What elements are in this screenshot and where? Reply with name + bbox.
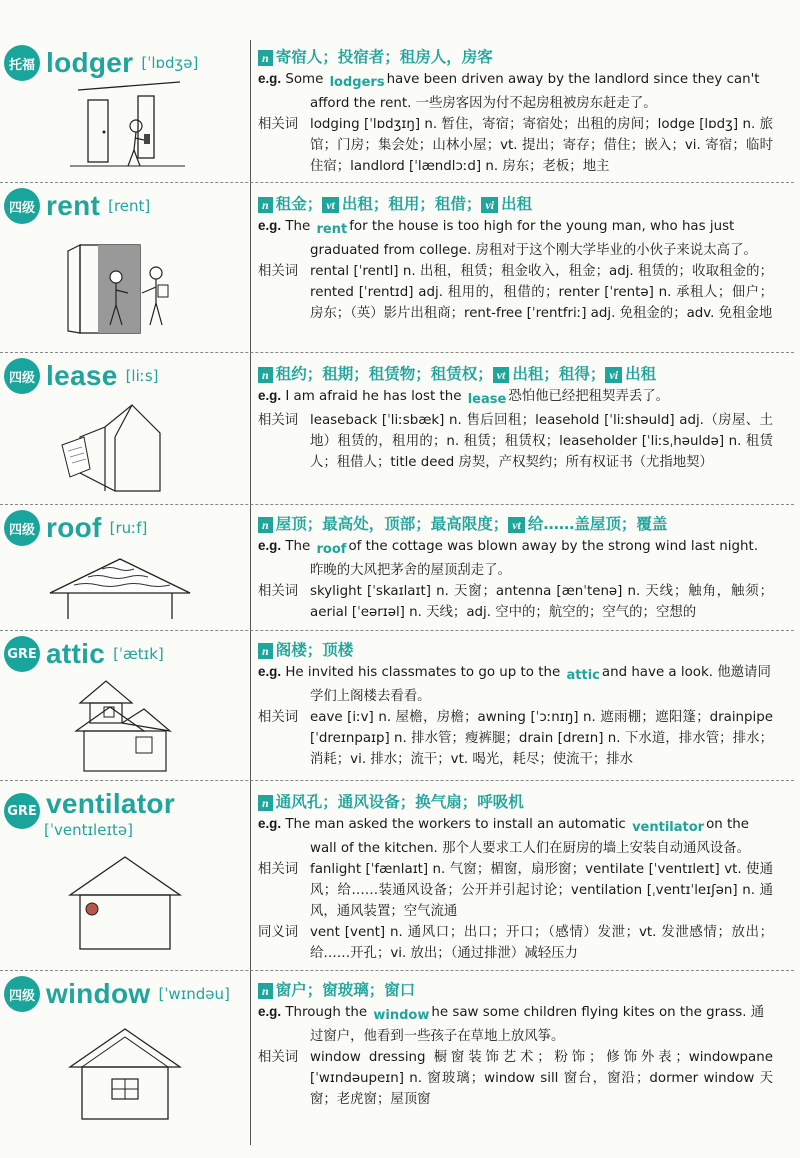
- example-before: Through the: [285, 1005, 368, 1020]
- related-words: [258, 114, 773, 177]
- ventilator-illustration: [60, 853, 190, 953]
- entry-head: [4, 191, 150, 221]
- part-of-speech-tag: vi: [481, 197, 498, 213]
- example-before: I am afraid he has lost the: [285, 389, 462, 404]
- part-of-speech-tag: n: [258, 367, 273, 383]
- example-sentence: [258, 813, 773, 859]
- part-of-speech-tag: vt: [322, 197, 339, 213]
- entry-body: [258, 979, 773, 1110]
- pronunciation: [ruːf]: [109, 519, 148, 537]
- window-illustration: [60, 1025, 190, 1125]
- roof-illustration: [40, 553, 200, 623]
- headword: roof: [46, 512, 102, 543]
- part-of-speech-tag: n: [258, 643, 273, 659]
- example-prefix: e.g.: [258, 664, 282, 679]
- example-before: He invited his classmates to go up to the: [285, 665, 561, 680]
- pronunciation: [ˈventɪleɪtə]: [44, 821, 133, 839]
- entry-head: [4, 48, 198, 78]
- example-after: have been driven away by the landlord since they can't afford the rent. 一些房客因为付不起房租被房东赶走了。: [310, 72, 760, 111]
- entry-head: [4, 361, 159, 391]
- example-after: 恐怕他已经把租契弄丢了。: [508, 389, 670, 404]
- example-keyword: lease: [467, 392, 507, 407]
- headword: window: [46, 978, 151, 1009]
- meaning: n 租约；租期；租赁物；租赁权； vt 出租；租得； vi 出租: [258, 363, 773, 385]
- related-text: rental [ˈrentl] n. 出租，租赁；租金收入，租金；adj. 租赁的；收取租金的；rented [ˈrentɪd] adj. 租用的，租借的；renter [ˈrentə] n. 承租人；佃户；房东；（英）影片出租商；rent-free [ˈrentfriː] adj. 免租金的；adv. 免租金地: [310, 264, 773, 321]
- entry-attic: [0, 631, 800, 781]
- level-badge: 四级: [4, 976, 40, 1012]
- part-of-speech-tag: n: [258, 795, 273, 811]
- meaning: n 屋顶；最高处，顶部；最高限度； vt 给……盖屋顶；覆盖: [258, 513, 773, 535]
- level-badge: GRE: [4, 793, 40, 829]
- related-words: [258, 859, 773, 922]
- related-text: leaseback [ˈliːsbæk] n. 售后回租；leasehold [ˈliːshəuld] adj.（房屋、土地）租赁的，租用的；n. 租赁；租赁权；leaseholder [ˈliːsˌhəuldə] n. 租赁人；租借人；title deed 房契，产权契约；所有权证书（尤指地契）: [310, 413, 773, 470]
- level-badge: GRE: [4, 636, 40, 672]
- entry-body: [258, 46, 773, 177]
- meaning: n 通风孔；通风设备；换气扇；呼吸机: [258, 791, 773, 813]
- example-after: on the wall of the kitchen. 那个人要求工人们在厨房的墙上安装自动通风设备。: [310, 817, 751, 856]
- entry-lodger: [0, 40, 800, 183]
- entry-head: [4, 979, 230, 1009]
- example-keyword: attic: [566, 668, 600, 683]
- example-before: The: [285, 539, 311, 554]
- example-keyword: window: [373, 1008, 430, 1023]
- part-of-speech-tag: n: [258, 50, 273, 66]
- level-badge: 四级: [4, 358, 40, 394]
- entry-ventilator: [0, 781, 800, 971]
- example-before: Some: [285, 72, 324, 87]
- headword: lease: [46, 360, 118, 391]
- related-label: 相关词: [258, 117, 299, 132]
- entry-lease: [0, 353, 800, 505]
- related-text: skylight [ˈskaɪlaɪt] n. 天窗；antenna [ænˈtenə] n. 天线；触角，触须；aerial [ˈeərɪəl] n. 天线；adj. 空中的；航空的；空气的；空想的: [310, 584, 773, 620]
- headword: ventilator: [46, 788, 176, 819]
- related-words: [258, 261, 773, 324]
- example-before: The man asked the workers to install an automatic: [285, 817, 626, 832]
- entry-body: [258, 639, 773, 770]
- headword: attic: [46, 638, 106, 669]
- related-words: [258, 707, 773, 770]
- example-after: of the cottage was blown away by the strong wind last night. 昨晚的大风把茅舍的屋顶刮走了。: [310, 539, 758, 578]
- meaning: n 寄宿人；投宿者；租房人，房客: [258, 46, 773, 68]
- part-of-speech-tag: vt: [493, 367, 510, 383]
- entry-body: [258, 363, 773, 473]
- example-prefix: e.g.: [258, 538, 282, 553]
- related-label: 相关词: [258, 264, 299, 279]
- example-keyword: ventilator: [632, 820, 705, 835]
- related-label: 相关词: [258, 1050, 299, 1065]
- related-text: window dressing 橱窗装饰艺术；粉饰；修饰外表；windowpane [ˈwɪndəupeɪn] n. 窗玻璃；window sill 窗台，窗沿；dormer window 天窗；老虎窗；屋顶窗: [310, 1050, 773, 1107]
- meaning: n 阁楼；顶楼: [258, 639, 773, 661]
- example-before: The: [285, 219, 311, 234]
- level-badge: 托福: [4, 45, 40, 81]
- entry-window: [0, 971, 800, 1141]
- example-sentence: [258, 215, 773, 261]
- related-words: [258, 1047, 773, 1110]
- related-label: 相关词: [258, 862, 299, 877]
- related-text: fanlight [ˈfænlaɪt] n. 气窗；楣窗，扇形窗；ventilate [ˈventɪleɪt] vt. 使通风；给……装通风设备；公开并引起讨论；ventilation [ˌventɪˈleɪʃən] n. 通风，通风装置；空气流通: [310, 862, 773, 919]
- example-prefix: e.g.: [258, 388, 282, 403]
- part-of-speech-tag: vt: [508, 517, 525, 533]
- example-prefix: e.g.: [258, 71, 282, 86]
- related-label: 相关词: [258, 710, 299, 725]
- related-words: [258, 581, 773, 623]
- level-badge: 四级: [4, 188, 40, 224]
- entry-rent: [0, 183, 800, 353]
- related-label: 相关词: [258, 584, 299, 599]
- example-after: and have a look. 他邀请同学们上阁楼去看看。: [310, 665, 771, 704]
- related-text: eave [iːv] n. 屋檐，房檐；awning [ˈɔːnɪŋ] n. 遮雨棚；遮阳篷；drainpipe [ˈdreɪnpaɪp] n. 排水管；瘦裤腿；drain [dreɪn] n. 下水道，排水管；排水；消耗；vi. 排水；流干；vt. 喝光，耗尽；使流干；排水: [310, 710, 773, 767]
- example-sentence: [258, 1001, 773, 1047]
- example-sentence: [258, 535, 773, 581]
- example-after: for the house is too high for the young man, who has just graduated from college. 房租对于这个刚大学毕业的小伙子来说太高了。: [310, 219, 757, 258]
- lodger-illustration: [60, 78, 190, 178]
- related-text: lodging [ˈlɒdʒɪŋ] n. 暂住，寄宿；寄宿处；出租的房间；lodge [lɒdʒ] n. 旅馆；门房；集会处；山林小屋；vt. 提出；寄存；借住；嵌入；vi. 寄宿；临时住宿；landlord [ˈlændlɔːd] n. 房东；老板；地主: [310, 117, 773, 174]
- synonym-label: 同义词: [258, 925, 299, 940]
- pronunciation: [ˈwɪndəu]: [158, 985, 230, 1003]
- headword: lodger: [46, 47, 134, 78]
- example-keyword: lodgers: [329, 75, 385, 90]
- pronunciation: [liːs]: [125, 367, 159, 385]
- related-label: 相关词: [258, 413, 299, 428]
- meaning: n 租金； vt 出租；租用；租借； vi 出租: [258, 193, 773, 215]
- entry-head: [4, 513, 147, 543]
- related-words: [258, 410, 773, 473]
- entry-roof: [0, 505, 800, 631]
- example-prefix: e.g.: [258, 1004, 282, 1019]
- lease-illustration: [60, 397, 190, 497]
- example-sentence: [258, 385, 773, 410]
- example-sentence: [258, 661, 773, 707]
- part-of-speech-tag: n: [258, 983, 273, 999]
- part-of-speech-tag: vi: [605, 367, 622, 383]
- entry-head: [4, 789, 175, 819]
- attic-illustration: [60, 675, 190, 775]
- meaning: n 窗户；窗玻璃；窗口: [258, 979, 773, 1001]
- example-prefix: e.g.: [258, 816, 282, 831]
- entry-body: [258, 513, 773, 623]
- synonym-words: [258, 922, 773, 964]
- pronunciation: [ˈætɪk]: [113, 645, 164, 663]
- part-of-speech-tag: n: [258, 197, 273, 213]
- headword: rent: [46, 190, 101, 221]
- pronunciation: [rent]: [108, 197, 151, 215]
- example-keyword: rent: [316, 222, 348, 237]
- entry-body: [258, 193, 773, 324]
- example-sentence: [258, 68, 773, 114]
- level-badge: 四级: [4, 510, 40, 546]
- example-after: he saw some children flying kites on the grass. 通过窗户，他看到一些孩子在草地上放风筝。: [310, 1005, 765, 1044]
- entry-body: [258, 791, 773, 964]
- synonym-text: vent [vent] n. 通风口；出口；开口；（感情）发泄；vt. 发泄感情；放出；给……开孔；vi. 放出；（通过排泄）减轻压力: [310, 925, 773, 961]
- example-prefix: e.g.: [258, 218, 282, 233]
- rent-illustration: [60, 235, 190, 335]
- pronunciation: [ˈlɒdʒə]: [141, 54, 199, 72]
- example-keyword: roof: [316, 542, 347, 557]
- entry-head: [4, 639, 164, 669]
- part-of-speech-tag: n: [258, 517, 273, 533]
